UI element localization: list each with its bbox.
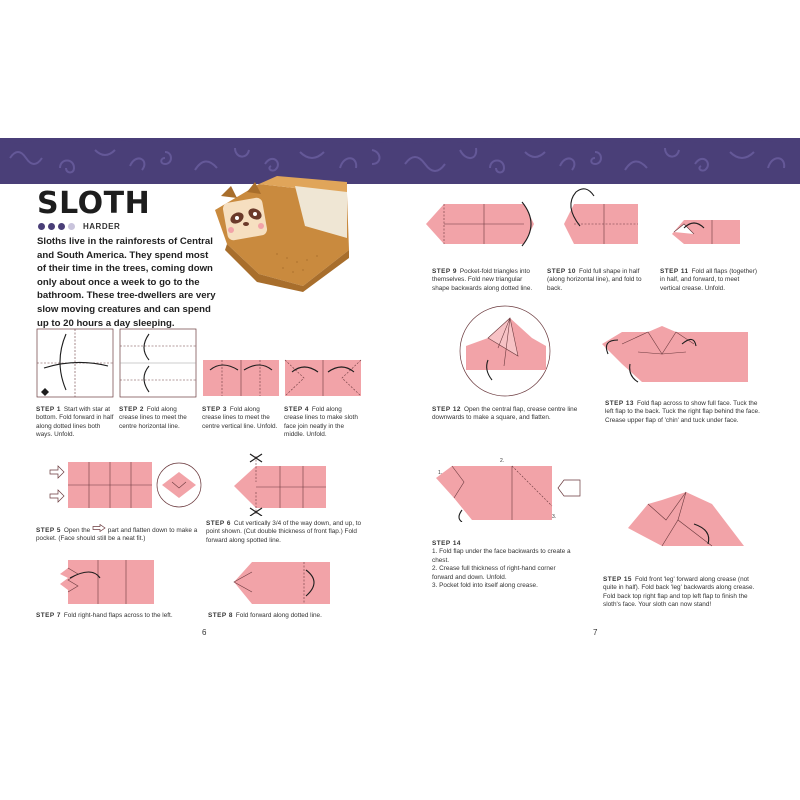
list-item: 1. Fold flap under the face backwards to create a chest. xyxy=(432,548,571,564)
difficulty-dot xyxy=(58,223,65,230)
fold-arrow-icon xyxy=(558,480,580,496)
step-7-caption: STEP 7 Fold right-hand flaps across to the left. xyxy=(36,612,173,619)
svg-text:3.: 3. xyxy=(552,514,557,520)
step-14-caption: STEP 14 1. Fold flap under the face backwards to create a chest. 2. Crease full thickness of right-hand corner forward and down. Unfold. 3. Pocket fold into itself along crease. xyxy=(432,540,571,590)
step-6-diagram xyxy=(230,452,330,516)
step-14-diagram xyxy=(432,456,582,522)
difficulty-label: HARDER xyxy=(83,222,121,231)
step-5-diagram xyxy=(44,460,204,512)
step-12-diagram xyxy=(458,304,552,398)
step-15-diagram xyxy=(622,490,746,550)
step-3-diagram xyxy=(202,356,280,400)
step-8-caption: STEP 8 Fold forward along dotted line. xyxy=(208,612,322,619)
step-8-diagram xyxy=(232,558,332,606)
step-13-caption: STEP 13 Fold flap across to show full face. Tuck the left flap to the back. Tuck the right flap behind the face. Crease upper flap of 'chin' and tuck under face. xyxy=(605,400,760,424)
open-arrow-icon xyxy=(50,490,64,502)
step-10-diagram xyxy=(560,186,644,250)
step-1-diagram xyxy=(36,328,114,400)
step-13-diagram xyxy=(598,324,750,388)
step-11-diagram xyxy=(668,214,742,250)
step-7-diagram xyxy=(56,558,156,606)
step-2-caption: STEP 2 Fold along crease lines to meet the centre horizontal line. xyxy=(119,406,187,430)
step-1-caption: STEP 1 Start with star at bottom. Fold forward in half along dotted lines both ways. Unfold. xyxy=(36,406,114,439)
page-number-left: 6 xyxy=(202,628,207,637)
difficulty-rating xyxy=(38,222,120,231)
page-number-right: 7 xyxy=(593,628,598,637)
step-9-diagram xyxy=(424,196,536,250)
svg-text:2.: 2. xyxy=(500,458,505,464)
list-item: 2. Crease full thickness of right-hand corner forward and down. Unfold. xyxy=(432,565,556,581)
step-10-caption: STEP 10 Fold full shape in half (along horizontal line), and fold to back. xyxy=(547,268,642,292)
step-12-caption: STEP 12 Open the central flap, crease centre line downwards to make a square, and flatten. xyxy=(432,406,578,422)
open-arrow-icon xyxy=(50,466,64,478)
list-item: 3. Pocket fold into itself along crease. xyxy=(432,582,538,590)
step-9-caption: STEP 9 Pocket-fold triangles into themselves. Fold new triangular shape backwards along dotted line. xyxy=(432,268,533,292)
step-2-diagram xyxy=(119,328,197,400)
open-arrow-icon xyxy=(92,524,106,532)
svg-text:1.: 1. xyxy=(438,470,443,476)
difficulty-dot xyxy=(38,223,45,230)
step-6-caption: STEP 6 Cut vertically 3/4 of the way down, and up, to point shown. (Cut double thickness of front flap.) Fold forward along spotted line. xyxy=(206,520,362,544)
page-title: SLOTH xyxy=(37,186,151,221)
step-11-caption: STEP 11 Fold all flaps (together) in half, and forward, to meet vertical crease. Unfold. xyxy=(660,268,757,292)
book-spread xyxy=(0,138,800,648)
header-banner xyxy=(0,138,800,184)
step-14-list xyxy=(432,548,572,590)
intro-paragraph: Sloths live in the rainforests of Central and South America. They spend most of their time in the trees, coming down only about once a week to go to the bathroom. These tree-dwellers are very slow moving creatures and can spend up to 20 hours a day sleeping. xyxy=(37,236,216,329)
difficulty-dot xyxy=(48,223,55,230)
step-3-caption: STEP 3 Fold along crease lines to meet the centre vertical line. Unfold. xyxy=(202,406,278,430)
finished-sloth-photo xyxy=(207,174,355,292)
step-15-caption: STEP 15 Fold front 'leg' forward along crease (not quite in half). Fold back 'leg' backwards along crease. Fold back top right flap and top left flap to finish the sloth's face. Your sloth can now stand! xyxy=(603,576,755,609)
step-4-diagram xyxy=(284,356,362,400)
banner-torn-edge xyxy=(0,138,800,146)
difficulty-dot xyxy=(68,223,75,230)
step-5-caption: STEP 5 Open the part and flatten down to make a pocket. (Face should still be a neat fit.) xyxy=(36,524,201,544)
step-4-caption: STEP 4 Fold along crease lines to make sloth face join neatly in the middle. Unfold. xyxy=(284,406,358,439)
